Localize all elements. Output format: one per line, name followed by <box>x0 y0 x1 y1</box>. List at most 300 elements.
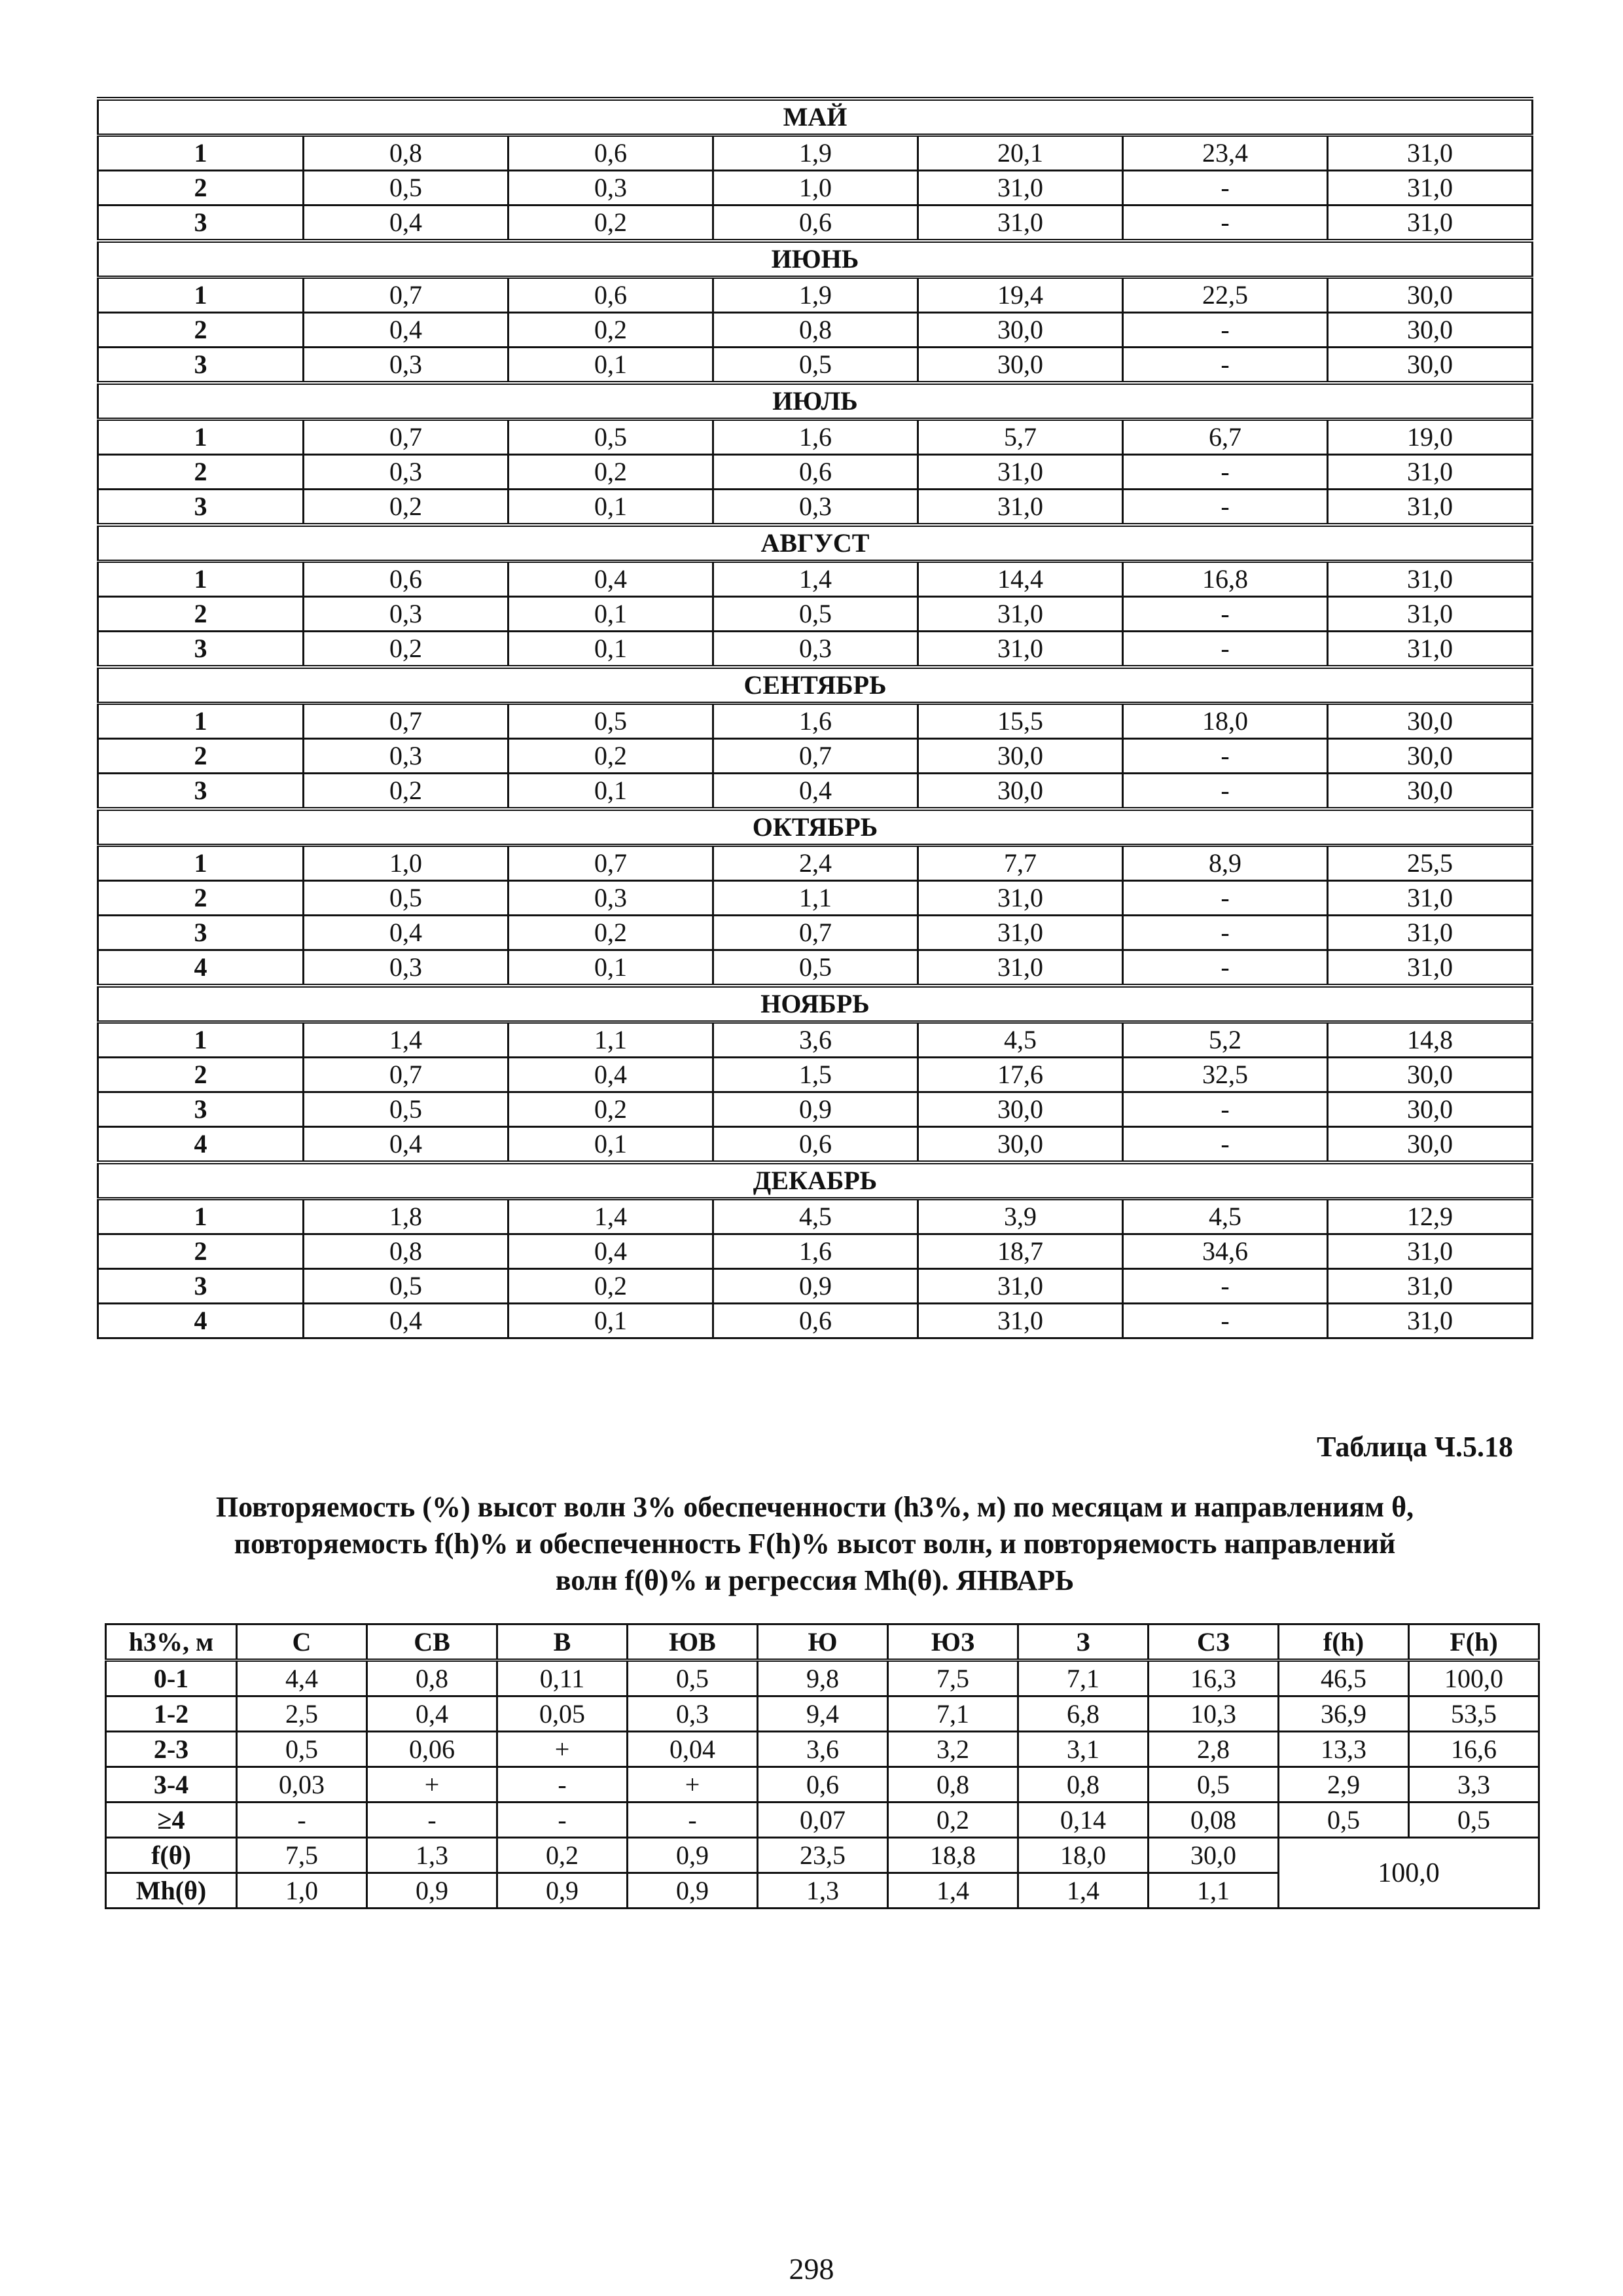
table-cell: 0,06 <box>367 1732 497 1767</box>
table-cell: 0,4 <box>508 1058 713 1092</box>
table-cell: 0,6 <box>713 1127 918 1163</box>
table-row <box>98 135 1533 171</box>
table-cell: 0,1 <box>508 632 713 668</box>
caption-line-2: повторяемость f(h)% и обеспеченность F(h)% высот волн, и повторяемость направлений <box>234 1528 1396 1560</box>
table-cell: 0,6 <box>304 562 508 597</box>
table-number: Таблица Ч.5.18 <box>1317 1431 1513 1463</box>
table-cell: 4,5 <box>713 1199 918 1234</box>
table-cell: 0,8 <box>367 1660 497 1696</box>
row-index: 2 <box>98 597 304 632</box>
row-index: 2 <box>98 171 304 206</box>
table-row <box>98 348 1533 384</box>
row-index: 3 <box>98 774 304 810</box>
table-cell: 30,0 <box>1328 774 1533 810</box>
row-index: 3 <box>98 206 304 242</box>
table-row <box>98 206 1533 242</box>
table-cell: 0,04 <box>628 1732 758 1767</box>
table-cell: 0,1 <box>508 490 713 526</box>
table-cell: 0,4 <box>304 206 508 242</box>
table-cell: 31,0 <box>1328 916 1533 950</box>
table-row <box>98 1127 1533 1163</box>
month-title: ОКТЯБРЬ <box>98 809 1533 846</box>
month-header-row <box>98 99 1533 135</box>
table-row <box>98 1304 1533 1338</box>
table-cell: 0,7 <box>508 846 713 881</box>
table-cell: 25,5 <box>1328 846 1533 881</box>
column-header: СЗ <box>1149 1624 1279 1660</box>
table-cell: 3,2 <box>888 1732 1018 1767</box>
table-row <box>106 1732 1539 1767</box>
table-cell: 30,0 <box>1328 1058 1533 1092</box>
table-cell: 22,5 <box>1123 278 1328 313</box>
table-cell: 0,2 <box>304 774 508 810</box>
table-cell: 23,4 <box>1123 135 1328 171</box>
table-cell: 0,14 <box>1018 1803 1149 1838</box>
table-cell: 0,3 <box>304 597 508 632</box>
table-cell: 0,2 <box>304 632 508 668</box>
table-cell: 31,0 <box>1328 206 1533 242</box>
table-row <box>98 950 1533 986</box>
table-row <box>106 1696 1539 1732</box>
month-header-row <box>98 809 1533 846</box>
table-cell: 4,4 <box>237 1660 367 1696</box>
table-cell: - <box>497 1803 628 1838</box>
row-header: 3-4 <box>106 1767 237 1803</box>
table-cell: 31,0 <box>1328 950 1533 986</box>
table-cell: 7,7 <box>918 846 1123 881</box>
table-cell: - <box>1123 490 1328 526</box>
row-header: 2-3 <box>106 1732 237 1767</box>
row-index: 2 <box>98 455 304 490</box>
table-cell: 0,5 <box>713 348 918 384</box>
row-index: 3 <box>98 916 304 950</box>
table-row <box>106 1660 1539 1696</box>
table-cell: - <box>1123 313 1328 348</box>
table-cell: 0,2 <box>508 455 713 490</box>
table-cell: 7,1 <box>888 1696 1018 1732</box>
table-cell: 0,05 <box>497 1696 628 1732</box>
table-cell: 0,3 <box>304 739 508 774</box>
month-title: ИЮЛЬ <box>98 383 1533 420</box>
table-cell: 0,5 <box>713 950 918 986</box>
table-cell: 2,5 <box>237 1696 367 1732</box>
table-cell: 31,0 <box>1328 1269 1533 1304</box>
table-cell: 8,9 <box>1123 846 1328 881</box>
table-cell: 0,4 <box>304 916 508 950</box>
table-cell: 0,7 <box>713 739 918 774</box>
table-cell: 100,0 <box>1409 1660 1539 1696</box>
table-cell: - <box>1123 348 1328 384</box>
table-row <box>98 490 1533 526</box>
table-cell: 12,9 <box>1328 1199 1533 1234</box>
table-row <box>98 704 1533 739</box>
table-cell: 32,5 <box>1123 1058 1328 1092</box>
table-cell: 0,5 <box>304 881 508 916</box>
table-cell: 0,9 <box>497 1873 628 1909</box>
table-cell: 31,0 <box>918 490 1123 526</box>
table-cell: 31,0 <box>1328 171 1533 206</box>
table-cell: 1,1 <box>1149 1873 1279 1909</box>
table-row <box>98 1234 1533 1269</box>
table-cell: 31,0 <box>918 1269 1123 1304</box>
table-cell: 1,4 <box>888 1873 1018 1909</box>
table-cell: 53,5 <box>1409 1696 1539 1732</box>
table-cell: 0,3 <box>508 171 713 206</box>
table-cell: 30,0 <box>918 1127 1123 1163</box>
table-cell: 0,5 <box>237 1732 367 1767</box>
table-cell: 30,0 <box>1149 1838 1279 1873</box>
row-index: 1 <box>98 1199 304 1234</box>
row-header: Mh(θ) <box>106 1873 237 1909</box>
table-cell: 0,5 <box>628 1660 758 1696</box>
table-cell: - <box>1123 950 1328 986</box>
table-cell: 16,6 <box>1409 1732 1539 1767</box>
table-cell: - <box>367 1803 497 1838</box>
table-cell: 16,3 <box>1149 1660 1279 1696</box>
table-cell: 0,1 <box>508 950 713 986</box>
table-cell: 0,8 <box>888 1767 1018 1803</box>
table-header-row <box>106 1624 1539 1660</box>
column-header: В <box>497 1624 628 1660</box>
row-header: ≥4 <box>106 1803 237 1838</box>
table-cell: 10,3 <box>1149 1696 1279 1732</box>
table-cell: 0,08 <box>1149 1803 1279 1838</box>
table-row <box>98 1199 1533 1234</box>
table-cell: - <box>497 1767 628 1803</box>
table-cell: 5,7 <box>918 420 1123 455</box>
table-cell: 0,4 <box>367 1696 497 1732</box>
table-cell: 6,8 <box>1018 1696 1149 1732</box>
table-cell: 31,0 <box>918 950 1123 986</box>
table-cell: 6,7 <box>1123 420 1328 455</box>
table-row <box>98 1092 1533 1127</box>
table-cell: 0,2 <box>508 739 713 774</box>
table-cell: 0,4 <box>304 313 508 348</box>
table-cell: 30,0 <box>1328 1092 1533 1127</box>
caption-line-1: Повторяемость (%) высот волн 3% обеспеченности (h3%, м) по месяцам и направлениям θ, <box>215 1491 1414 1523</box>
table-cell: 3,1 <box>1018 1732 1149 1767</box>
table-cell: 0,3 <box>304 348 508 384</box>
table-cell: 0,9 <box>713 1269 918 1304</box>
table-cell: 18,8 <box>888 1838 1018 1873</box>
row-index: 1 <box>98 278 304 313</box>
table-cell: - <box>1123 881 1328 916</box>
table-cell: 0,5 <box>1409 1803 1539 1838</box>
table-cell: 0,9 <box>628 1873 758 1909</box>
column-header: С <box>237 1624 367 1660</box>
column-header: ЮВ <box>628 1624 758 1660</box>
table-cell: 31,0 <box>1328 1304 1533 1338</box>
table-cell: 0,3 <box>304 455 508 490</box>
table-cell: - <box>1123 1127 1328 1163</box>
table-row <box>98 846 1533 881</box>
table-cell: 17,6 <box>918 1058 1123 1092</box>
table-cell: 0,3 <box>508 881 713 916</box>
table-cell: 30,0 <box>1328 313 1533 348</box>
table-cell: 0,1 <box>508 1304 713 1338</box>
table-cell: 0,2 <box>508 1092 713 1127</box>
table-cell: 13,3 <box>1279 1732 1409 1767</box>
table-cell: 14,8 <box>1328 1022 1533 1058</box>
table-cell: 7,5 <box>888 1660 1018 1696</box>
month-title: СЕНТЯБРЬ <box>98 667 1533 704</box>
table-cell: 30,0 <box>918 739 1123 774</box>
table-cell: 0,5 <box>508 704 713 739</box>
table-cell: 0,2 <box>508 1269 713 1304</box>
month-title: АВГУСТ <box>98 525 1533 562</box>
row-index: 3 <box>98 1269 304 1304</box>
row-index: 1 <box>98 562 304 597</box>
table-cell: 0,9 <box>367 1873 497 1909</box>
table-cell: 0,6 <box>758 1767 888 1803</box>
row-index: 2 <box>98 1058 304 1092</box>
table-cell: 4,5 <box>1123 1199 1328 1234</box>
month-header-row <box>98 1162 1533 1199</box>
table-row <box>98 562 1533 597</box>
table-cell: 0,3 <box>628 1696 758 1732</box>
table-cell: 0,5 <box>304 1092 508 1127</box>
table-cell: 0,5 <box>1279 1803 1409 1838</box>
table-cell: 0,2 <box>508 206 713 242</box>
table-cell: 1,0 <box>237 1873 367 1909</box>
table-row <box>98 1058 1533 1092</box>
table-cell: 0,7 <box>713 916 918 950</box>
table-cell: 19,4 <box>918 278 1123 313</box>
month-header-row <box>98 383 1533 420</box>
table-cell: 31,0 <box>918 632 1123 668</box>
table-row <box>98 455 1533 490</box>
table-cell: 0,8 <box>304 1234 508 1269</box>
column-header: ЮЗ <box>888 1624 1018 1660</box>
table-cell: 19,0 <box>1328 420 1533 455</box>
row-index: 1 <box>98 135 304 171</box>
total-cell: 100,0 <box>1279 1838 1539 1909</box>
table-cell: 1,6 <box>713 1234 918 1269</box>
table-cell: - <box>1123 1092 1328 1127</box>
table-cell: 15,5 <box>918 704 1123 739</box>
table-cell: 0,03 <box>237 1767 367 1803</box>
table-cell: 14,4 <box>918 562 1123 597</box>
table-cell: 3,6 <box>713 1022 918 1058</box>
table-cell: 1,4 <box>1018 1873 1149 1909</box>
table-cell: 0,7 <box>304 1058 508 1092</box>
table-cell: 31,0 <box>918 455 1123 490</box>
row-index: 4 <box>98 1304 304 1338</box>
table-cell: 30,0 <box>918 1092 1123 1127</box>
column-header: h3%, м <box>106 1624 237 1660</box>
table-cell: + <box>367 1767 497 1803</box>
table-row <box>106 1803 1539 1838</box>
table-cell: - <box>1123 1304 1328 1338</box>
row-index: 3 <box>98 1092 304 1127</box>
table-cell: 31,0 <box>918 206 1123 242</box>
row-index: 2 <box>98 881 304 916</box>
table-cell: 1,9 <box>713 135 918 171</box>
table-cell: - <box>1123 206 1328 242</box>
row-index: 3 <box>98 490 304 526</box>
table-cell: 31,0 <box>1328 490 1533 526</box>
table-cell: 18,0 <box>1123 704 1328 739</box>
table-cell: 0,8 <box>1018 1767 1149 1803</box>
table-cell: 1,8 <box>304 1199 508 1234</box>
table-cell: 0,1 <box>508 348 713 384</box>
table-cell: 4,5 <box>918 1022 1123 1058</box>
row-header: f(θ) <box>106 1838 237 1873</box>
table-row <box>98 420 1533 455</box>
table-row <box>98 313 1533 348</box>
table-cell: 0,8 <box>713 313 918 348</box>
row-index: 4 <box>98 1127 304 1163</box>
row-index: 1 <box>98 704 304 739</box>
table-row <box>98 916 1533 950</box>
column-header: СВ <box>367 1624 497 1660</box>
table-cell: 0,7 <box>304 278 508 313</box>
month-title: НОЯБРЬ <box>98 986 1533 1022</box>
table-cell: 1,0 <box>304 846 508 881</box>
row-index: 3 <box>98 348 304 384</box>
table-cell: 7,1 <box>1018 1660 1149 1696</box>
table-cell: 0,4 <box>713 774 918 810</box>
row-index: 1 <box>98 420 304 455</box>
table-cell: 0,6 <box>713 1304 918 1338</box>
table-cell: 0,7 <box>304 704 508 739</box>
column-header: F(h) <box>1409 1624 1539 1660</box>
table-cell: 0,3 <box>304 950 508 986</box>
row-header: 1-2 <box>106 1696 237 1732</box>
table-cell: 1,1 <box>508 1022 713 1058</box>
caption-line-3: волн f(θ)% и регрессия Mh(θ). ЯНВАРЬ <box>555 1564 1075 1596</box>
table-cell: 0,5 <box>1149 1767 1279 1803</box>
table-cell: - <box>1123 739 1328 774</box>
row-index: 3 <box>98 632 304 668</box>
table-cell: 1,4 <box>508 1199 713 1234</box>
table-cell: 2,4 <box>713 846 918 881</box>
month-title: ИЮНЬ <box>98 241 1533 278</box>
table-cell: 34,6 <box>1123 1234 1328 1269</box>
table-cell: 18,7 <box>918 1234 1123 1269</box>
table-cell: 1,6 <box>713 420 918 455</box>
month-header-row <box>98 525 1533 562</box>
table-cell: 31,0 <box>1328 135 1533 171</box>
row-index: 1 <box>98 1022 304 1058</box>
table-cell: 0,9 <box>628 1838 758 1873</box>
table-cell: 3,9 <box>918 1199 1123 1234</box>
table-cell: 23,5 <box>758 1838 888 1873</box>
table-cell: - <box>1123 632 1328 668</box>
table-cell: - <box>1123 774 1328 810</box>
table-cell: 0,5 <box>508 420 713 455</box>
table-cell: 0,2 <box>497 1838 628 1873</box>
table-cell: - <box>1123 1269 1328 1304</box>
table-cell: 30,0 <box>918 774 1123 810</box>
month-header-row <box>98 241 1533 278</box>
table-cell: 31,0 <box>1328 632 1533 668</box>
month-header-row <box>98 667 1533 704</box>
table-cell: - <box>628 1803 758 1838</box>
table-cell: 16,8 <box>1123 562 1328 597</box>
table-row <box>98 597 1533 632</box>
table-cell: 0,2 <box>888 1803 1018 1838</box>
table-cell: 30,0 <box>1328 1127 1533 1163</box>
table-cell: 0,8 <box>304 135 508 171</box>
table-cell: 20,1 <box>918 135 1123 171</box>
table-cell: 31,0 <box>1328 881 1533 916</box>
january-wave-table <box>105 1623 1540 1909</box>
table-cell: 0,2 <box>508 313 713 348</box>
table-cell: 2,8 <box>1149 1732 1279 1767</box>
table-row <box>98 1269 1533 1304</box>
table-cell: 0,1 <box>508 597 713 632</box>
table-cell: 0,7 <box>304 420 508 455</box>
table-cell: 0,9 <box>713 1092 918 1127</box>
table-cell: 1,4 <box>713 562 918 597</box>
table-cell: 0,5 <box>304 1269 508 1304</box>
table-cell: 31,0 <box>1328 597 1533 632</box>
table-cell: 30,0 <box>918 313 1123 348</box>
table-cell: 0,4 <box>304 1304 508 1338</box>
table-cell: 31,0 <box>918 597 1123 632</box>
row-index: 2 <box>98 1234 304 1269</box>
table-cell: 2,9 <box>1279 1767 1409 1803</box>
table-cell: + <box>497 1732 628 1767</box>
table-cell: 30,0 <box>1328 704 1533 739</box>
table-cell: - <box>1123 597 1328 632</box>
month-header-row <box>98 986 1533 1022</box>
table-cell: 18,0 <box>1018 1838 1149 1873</box>
table-row <box>98 632 1533 668</box>
table-cell: 31,0 <box>1328 1234 1533 1269</box>
table-cell: 0,1 <box>508 1127 713 1163</box>
table-row <box>98 774 1533 810</box>
table-cell: 0,1 <box>508 774 713 810</box>
table-cell: 30,0 <box>1328 348 1533 384</box>
table-cell: 30,0 <box>918 348 1123 384</box>
row-index: 2 <box>98 313 304 348</box>
table-cell: 9,4 <box>758 1696 888 1732</box>
table-cell: 0,11 <box>497 1660 628 1696</box>
table-cell: 30,0 <box>1328 739 1533 774</box>
table-cell: 30,0 <box>1328 278 1533 313</box>
row-index: 4 <box>98 950 304 986</box>
table-cell: 0,3 <box>713 632 918 668</box>
table-cell: 0,6 <box>508 135 713 171</box>
row-header: 0-1 <box>106 1660 237 1696</box>
table-row <box>98 278 1533 313</box>
table-cell: 1,6 <box>713 704 918 739</box>
table-row <box>106 1767 1539 1803</box>
table-cell: + <box>628 1767 758 1803</box>
table-cell: 1,4 <box>304 1022 508 1058</box>
table-cell: 31,0 <box>918 881 1123 916</box>
table-row <box>98 171 1533 206</box>
table-cell: 0,07 <box>758 1803 888 1838</box>
column-header: f(h) <box>1279 1624 1409 1660</box>
table-cell: - <box>1123 171 1328 206</box>
table-cell: 0,6 <box>713 455 918 490</box>
row-index: 1 <box>98 846 304 881</box>
table-cell: 0,5 <box>713 597 918 632</box>
table-cell: 1,3 <box>367 1838 497 1873</box>
table-cell: 31,0 <box>1328 455 1533 490</box>
table-cell: 1,5 <box>713 1058 918 1092</box>
table-cell: 0,6 <box>508 278 713 313</box>
table-cell: 3,3 <box>1409 1767 1539 1803</box>
row-index: 2 <box>98 739 304 774</box>
table-row <box>98 739 1533 774</box>
table-cell: 1,1 <box>713 881 918 916</box>
table-cell: 5,2 <box>1123 1022 1328 1058</box>
table-cell: 31,0 <box>918 171 1123 206</box>
